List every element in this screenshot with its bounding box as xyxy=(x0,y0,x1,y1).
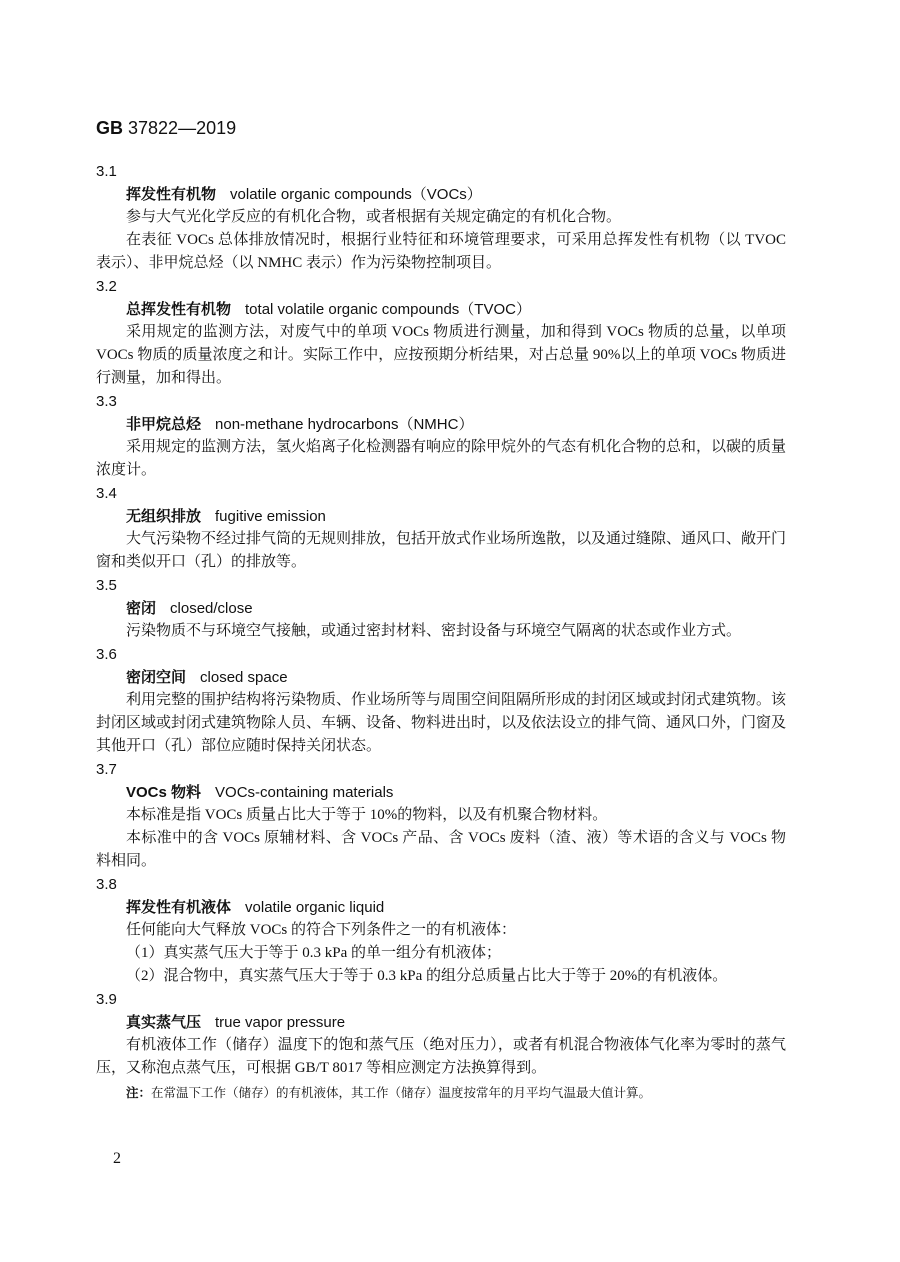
definition-paragraph: 本标准中的含 VOCs 原辅材料、含 VOCs 产品、含 VOCs 废料（渣、液）等术语的含义与 VOCs 物料相同。 xyxy=(96,830,786,869)
definition-entry xyxy=(96,482,786,574)
definition-paragraph: 采用规定的监测方法，氢火焰离子化检测器有响应的除甲烷外的气态有机化合物的总和，以碳的质量浓度计。 xyxy=(96,439,787,478)
term-english: volatile organic liquid xyxy=(245,899,385,916)
definition-entry xyxy=(96,873,786,988)
definition-paragraph: 在表征 VOCs 总体排放情况时，根据行业特征和环境管理要求，可采用总挥发性有机物（以 TVOC 表示）、非甲烷总烃（以 NMHC 表示）作为污染物控制项目。 xyxy=(96,232,786,271)
note xyxy=(96,1082,786,1104)
clause-number: 3.5 xyxy=(96,577,117,594)
term-english: volatile organic compounds（VOCs） xyxy=(230,186,482,203)
term-line xyxy=(96,896,786,919)
definition-paragraph: 本标准是指 VOCs 质量占比大于等于 10%的物料，以及有机聚合物材料。 xyxy=(126,807,608,823)
note-label: 注： xyxy=(126,1086,152,1100)
term-english: true vapor pressure xyxy=(215,1014,346,1031)
term-chinese: 非甲烷总烃 xyxy=(126,416,202,433)
condition-item: （2）混合物中，真实蒸气压大于等于 0.3 kPa 的组分总质量占比大于等于 20%的有机液体。 xyxy=(126,968,728,984)
term-chinese: 总挥发性有机物 xyxy=(126,301,232,318)
term-chinese: VOCs 物料 xyxy=(126,784,202,801)
term-line xyxy=(96,1011,786,1034)
definition-paragraph: 任何能向大气释放 VOCs 的符合下列条件之一的有机液体： xyxy=(126,922,517,938)
clause-number: 3.2 xyxy=(96,278,117,295)
clause-number: 3.3 xyxy=(96,393,117,410)
term-chinese: 无组织排放 xyxy=(126,508,202,525)
page-number: 2 xyxy=(113,1150,121,1167)
term-chinese: 真实蒸气压 xyxy=(126,1014,202,1031)
standard-header xyxy=(96,118,236,139)
term-line xyxy=(96,183,786,206)
term-line xyxy=(96,298,786,321)
term-line xyxy=(96,666,786,689)
definitions-section xyxy=(96,160,786,1104)
term-line xyxy=(96,781,786,804)
definition-paragraph: 参与大气光化学反应的有机化合物，或者根据有关规定确定的有机化合物。 xyxy=(126,209,622,225)
term-english: closed/close xyxy=(170,600,253,617)
clause-number: 3.7 xyxy=(96,761,117,778)
clause-number: 3.9 xyxy=(96,991,117,1008)
definition-entry xyxy=(96,390,786,482)
term-english: closed space xyxy=(200,669,288,686)
definition-paragraph: 大气污染物不经过排气筒的无规则排放，包括开放式作业场所逸散，以及通过缝隙、通风口、敞开门窗和类似开口（孔）的排放等。 xyxy=(96,531,787,570)
condition-item: （1）真实蒸气压大于等于 0.3 kPa 的单一组分有机液体； xyxy=(126,945,502,961)
definition-paragraph: 污染物质不与环境空气接触，或通过密封材料、密封设备与环境空气隔离的状态或作业方式。 xyxy=(126,623,742,639)
definition-entry xyxy=(96,758,786,873)
definition-paragraph: 有机液体工作（储存）温度下的饱和蒸气压（绝对压力），或者有机混合物液体气化率为零时的蒸气压，又称泡点蒸气压，可根据 GB/T 8017 等相应测定方法换算得到。 xyxy=(96,1037,786,1076)
definition-entry xyxy=(96,275,786,390)
definition-paragraph: 利用完整的围护结构将污染物质、作业场所等与周围空间阻隔所形成的封闭区域或封闭式建筑物。该封闭区域或封闭式建筑物除人员、车辆、设备、物料进出时，以及依法设立的排气筒、通风口外，门窗及其他开口（孔）部位应随时保持关闭状态。 xyxy=(96,692,787,754)
note-text: 在常温下工作（储存）的有机液体，其工作（储存）温度按常年的月平均气温最大值计算。 xyxy=(151,1086,652,1100)
standard-number: 37822—2019 xyxy=(128,118,237,138)
definition-entry xyxy=(96,574,786,643)
term-chinese: 密闭 xyxy=(126,600,157,617)
term-line xyxy=(96,505,786,528)
clause-number: 3.4 xyxy=(96,485,117,502)
standard-prefix: GB xyxy=(96,118,123,138)
term-english: fugitive emission xyxy=(215,508,326,525)
term-chinese: 密闭空间 xyxy=(126,669,187,686)
clause-number: 3.8 xyxy=(96,876,117,893)
term-english: non-methane hydrocarbons（NMHC） xyxy=(215,416,474,433)
definition-entry xyxy=(96,643,786,758)
clause-number: 3.6 xyxy=(96,646,117,663)
definition-entry xyxy=(96,160,786,275)
term-english: VOCs-containing materials xyxy=(215,784,394,801)
term-chinese: 挥发性有机物 xyxy=(126,186,217,203)
term-chinese: 挥发性有机液体 xyxy=(126,899,232,916)
term-line xyxy=(96,413,786,436)
term-english: total volatile organic compounds（TVOC） xyxy=(245,301,531,318)
clause-number: 3.1 xyxy=(96,163,117,180)
definition-entry xyxy=(96,988,786,1104)
definition-paragraph: 采用规定的监测方法，对废气中的单项 VOCs 物质进行测量，加和得到 VOCs 物质的总量，以单项 VOCs 物质的质量浓度之和计。实际工作中，应按预期分析结果，对占总量 90%以上的单项 VOCs 物质进行测量，加和得出。 xyxy=(96,324,786,386)
term-line xyxy=(96,597,786,620)
